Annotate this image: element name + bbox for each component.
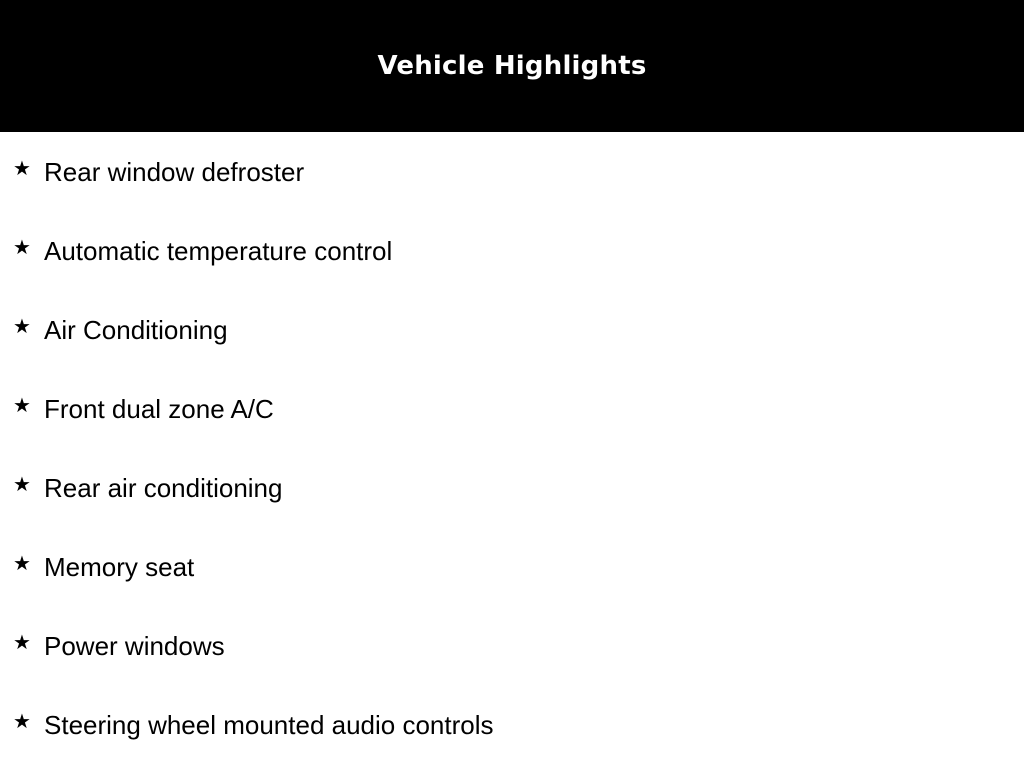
list-item xyxy=(0,310,228,350)
star-icon: ★ xyxy=(13,553,31,575)
list-item-label: Steering wheel mounted audio controls xyxy=(44,709,494,740)
star-icon: ★ xyxy=(13,158,31,180)
list-item-label: Automatic temperature control xyxy=(44,235,393,266)
list-item-label: Air Conditioning xyxy=(44,314,228,345)
list-item-label: Memory seat xyxy=(44,551,195,582)
star-icon: ★ xyxy=(13,316,31,338)
star-icon: ★ xyxy=(13,237,31,259)
list-item xyxy=(0,626,225,666)
list-item xyxy=(0,547,194,587)
star-icon: ★ xyxy=(13,474,31,496)
list-item xyxy=(0,152,304,192)
list-item-label: Rear air conditioning xyxy=(44,472,283,503)
star-icon: ★ xyxy=(13,711,31,733)
list-item xyxy=(0,705,494,745)
list-item xyxy=(0,468,282,508)
list-item-label: Rear window defroster xyxy=(44,156,305,187)
list-item xyxy=(0,231,392,271)
star-icon: ★ xyxy=(13,632,31,654)
list-item-label: Front dual zone A/C xyxy=(44,393,274,424)
list-item xyxy=(0,389,274,429)
page-title: Vehicle Highlights xyxy=(377,51,647,81)
list-item-label: Power windows xyxy=(44,630,225,661)
star-icon: ★ xyxy=(13,395,31,417)
header-banner xyxy=(0,0,1024,132)
